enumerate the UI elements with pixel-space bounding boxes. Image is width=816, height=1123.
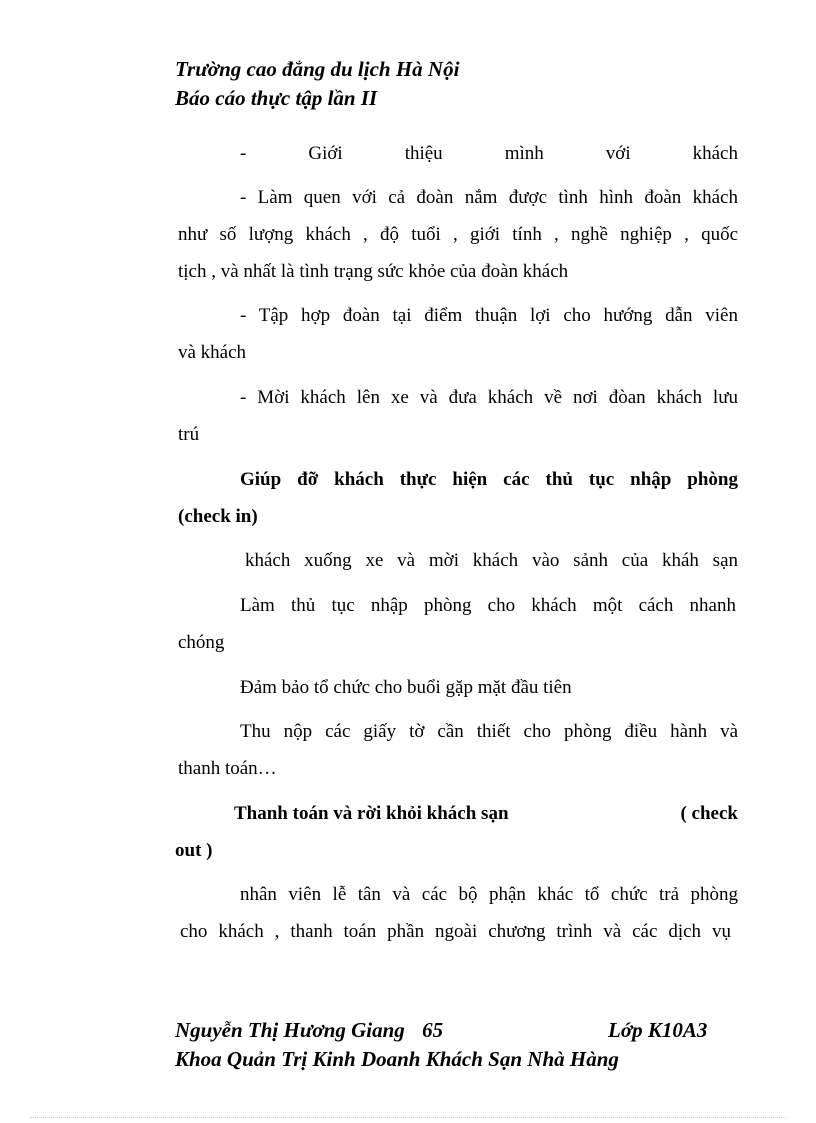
author-name: Nguyễn Thị Hương Giang: [175, 1018, 405, 1042]
section-heading: ( check: [680, 803, 738, 824]
paragraph-line: - Giới thiệu mình với khách: [240, 143, 738, 164]
paragraph-line: thanh toán…: [178, 758, 277, 779]
report-title: Báo cáo thực tập lần II: [175, 86, 378, 110]
paragraph-line: - Mời khách lên xe và đưa khách về nơi đòan khách lưu: [240, 387, 738, 408]
faculty-name: Khoa Quản Trị Kinh Doanh Khách Sạn Nhà Hàng: [175, 1047, 619, 1071]
paragraph-line: Làm thủ tục nhập phòng cho khách một cách nhanh: [240, 595, 736, 616]
paragraph-line: - Làm quen với cả đoàn nắm được tình hình đoàn khách: [240, 187, 738, 208]
paragraph-line: chóng: [178, 632, 225, 653]
section-heading: Thanh toán và rời khỏi khách sạn: [234, 803, 509, 824]
paragraph-line: cho khách , thanh toán phần ngoài chương trình và các dịch vụ: [180, 921, 731, 942]
paragraph-line: - Tập hợp đoàn tại điểm thuận lợi cho hướng dẫn viên: [240, 305, 738, 326]
paragraph-line: trú: [178, 424, 200, 445]
section-heading: out ): [175, 840, 213, 861]
paragraph-line: nhân viên lễ tân và các bộ phận khác tổ chức trả phòng: [240, 884, 738, 905]
page-header: [175, 55, 459, 113]
section-heading: Giúp đỡ khách thực hiện các thủ tục nhập phòng: [240, 469, 738, 490]
school-name: Trường cao đẳng du lịch Hà Nội: [175, 57, 460, 81]
paragraph-line: Thu nộp các giấy tờ cần thiết cho phòng điều hành và: [240, 721, 738, 742]
paragraph-line: như số lượng khách , độ tuổi , giới tính , nghề nghiệp , quốc: [178, 224, 738, 245]
paragraph-line: khách xuống xe và mời khách vào sảnh của kháh sạn: [245, 550, 738, 571]
section-heading: (check in): [178, 506, 258, 527]
paragraph-line: Đảm bảo tổ chức cho buổi gặp mặt đầu tiên: [240, 677, 572, 698]
paragraph-line: tịch , và nhất là tình trạng sức khỏe của đoàn khách: [178, 261, 569, 282]
class-label: Lớp K10A3: [608, 1018, 708, 1042]
paragraph-line: và khách: [178, 342, 247, 363]
page-number: 65: [422, 1018, 444, 1042]
page-edge-divider: [30, 1117, 786, 1118]
page-footer: [175, 1016, 735, 1074]
